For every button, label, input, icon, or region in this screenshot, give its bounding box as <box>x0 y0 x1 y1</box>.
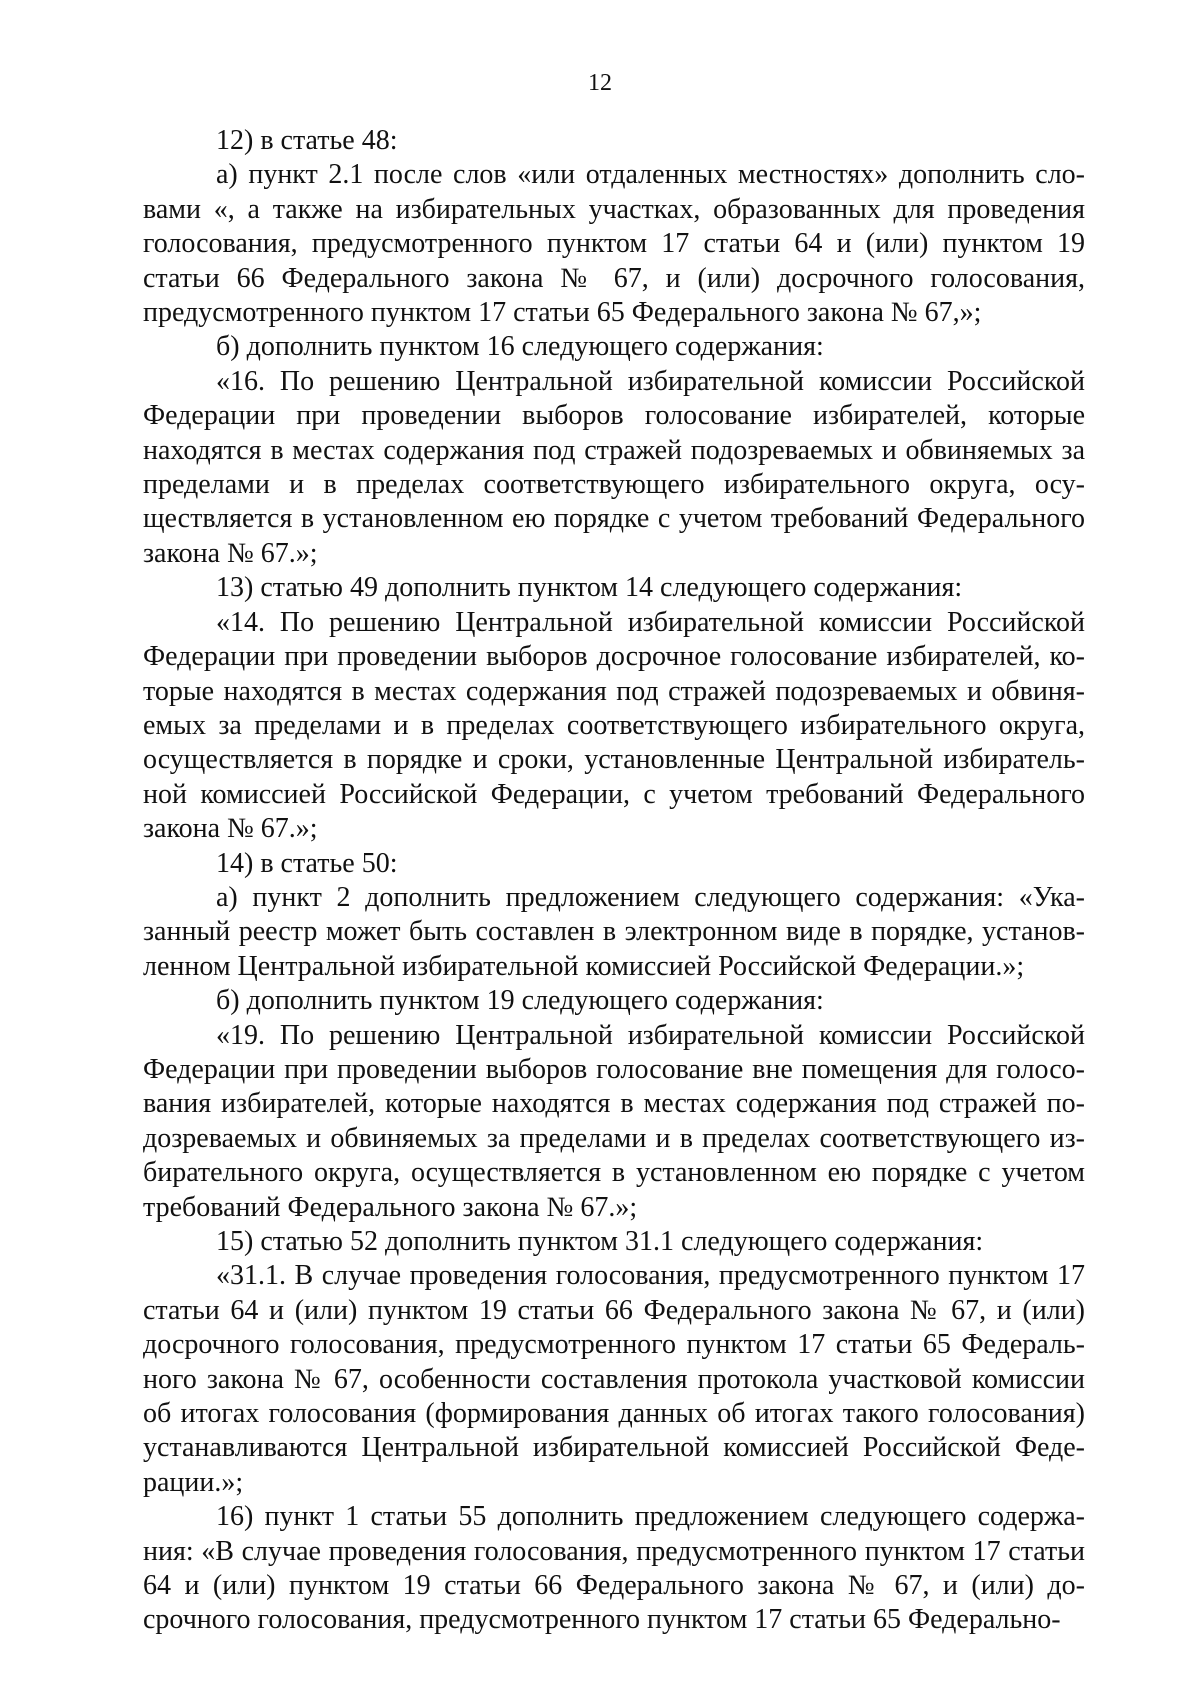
paragraph-item-16: 16) пункт 1 статьи 55 дополнить предложением следующего содержания: «В случае проведения голосования, предусмотренного пунктом 17 статьи 64 и (или) пунктом 19 статьи 66 Федерального закона № 67, и (или) досрочного голосования, предусмотренного пунктом 17 статьи 65 Федерально- <box>143 1501 1085 1636</box>
paragraph-item-12: 12) в статье 48: <box>216 125 398 156</box>
paragraph-item-14a: а) пункт 2 дополнить предложением следующего содержания: «Указанный реестр может быть составлен в электронном виде в порядке, установленном Центральной избирательной комиссией Российской Федерации.»; <box>143 881 1085 982</box>
paragraph-item-15: 15) статью 52 дополнить пунктом 31.1 следующего содержания: <box>216 1226 984 1257</box>
page-number: 12 <box>588 70 612 96</box>
paragraph-item-14b: б) дополнить пунктом 19 следующего содержания: <box>216 985 824 1017</box>
document-body <box>143 124 1085 1638</box>
paragraph-quote-31-1: «31.1. В случае проведения голосования, предусмотренного пунктом 17 статьи 64 и (или) пунктом 19 статьи 66 Федерального закона № 67, и (или) досрочного голосования, предусмотренного пунктом 17 статьи 65 Федерального закона № 67, особенности составления протокола участковой комиссии об итогах голосования (формирования данных об итогах такого голосования) устанавливаются Центральной избирательной комиссией Российской Федерации.»; <box>143 1260 1085 1498</box>
paragraph-item-13: 13) статью 49 дополнить пунктом 14 следующего содержания: <box>216 572 963 604</box>
paragraph-item-12b: б) дополнить пунктом 16 следующего содержания: <box>216 331 824 363</box>
paragraph-quote-14: «14. По решению Центральной избирательной комиссии Российской Федерации при проведении выборов досрочное голосование избирателей, которые находятся в местах содержания под стражей подозреваемых и обвиняемых за пределами и в пределах соответствующего избирательного округа, осуществляется в порядке и сроки, установленные Центральной избирательной комиссией Российской Федерации, с учетом требований Федерального закона № 67.»; <box>143 606 1085 845</box>
paragraph-item-12a: а) пункт 2.1 после слов «или отдаленных местностях» дополнить словами «, а также на избирательных участках, образованных для проведения голосования, предусмотренного пунктом 17 статьи 64 и (или) пунктом 19 статьи 66 Федерального закона № 67, и (или) досрочного голосования, предусмотренного пунктом 17 статьи 65 Федерального закона № 67,»; <box>143 159 1085 329</box>
paragraph-quote-16: «16. По решению Центральной избирательной комиссии Российской Федерации при проведении выборов голосование избирателей, которые находятся в местах содержания под стражей подозреваемых и обвиняемых за пределами и в пределах соответствующего избирательного округа, осуществляется в установленном ею порядке с учетом требований Федерального закона № 67.»; <box>143 365 1085 569</box>
paragraph-item-14: 14) в статье 50: <box>216 847 398 879</box>
paragraph-quote-19: «19. По решению Центральной избирательной комиссии Российской Федерации при проведении выборов голосование вне помещения для голосования избирателей, которые находятся в местах содержания под стражей подозреваемых и обвиняемых за пределами и в пределах соответствующего избирательного округа, осуществляется в установленном ею порядке с учетом требований Федерального закона № 67.»; <box>143 1019 1085 1223</box>
